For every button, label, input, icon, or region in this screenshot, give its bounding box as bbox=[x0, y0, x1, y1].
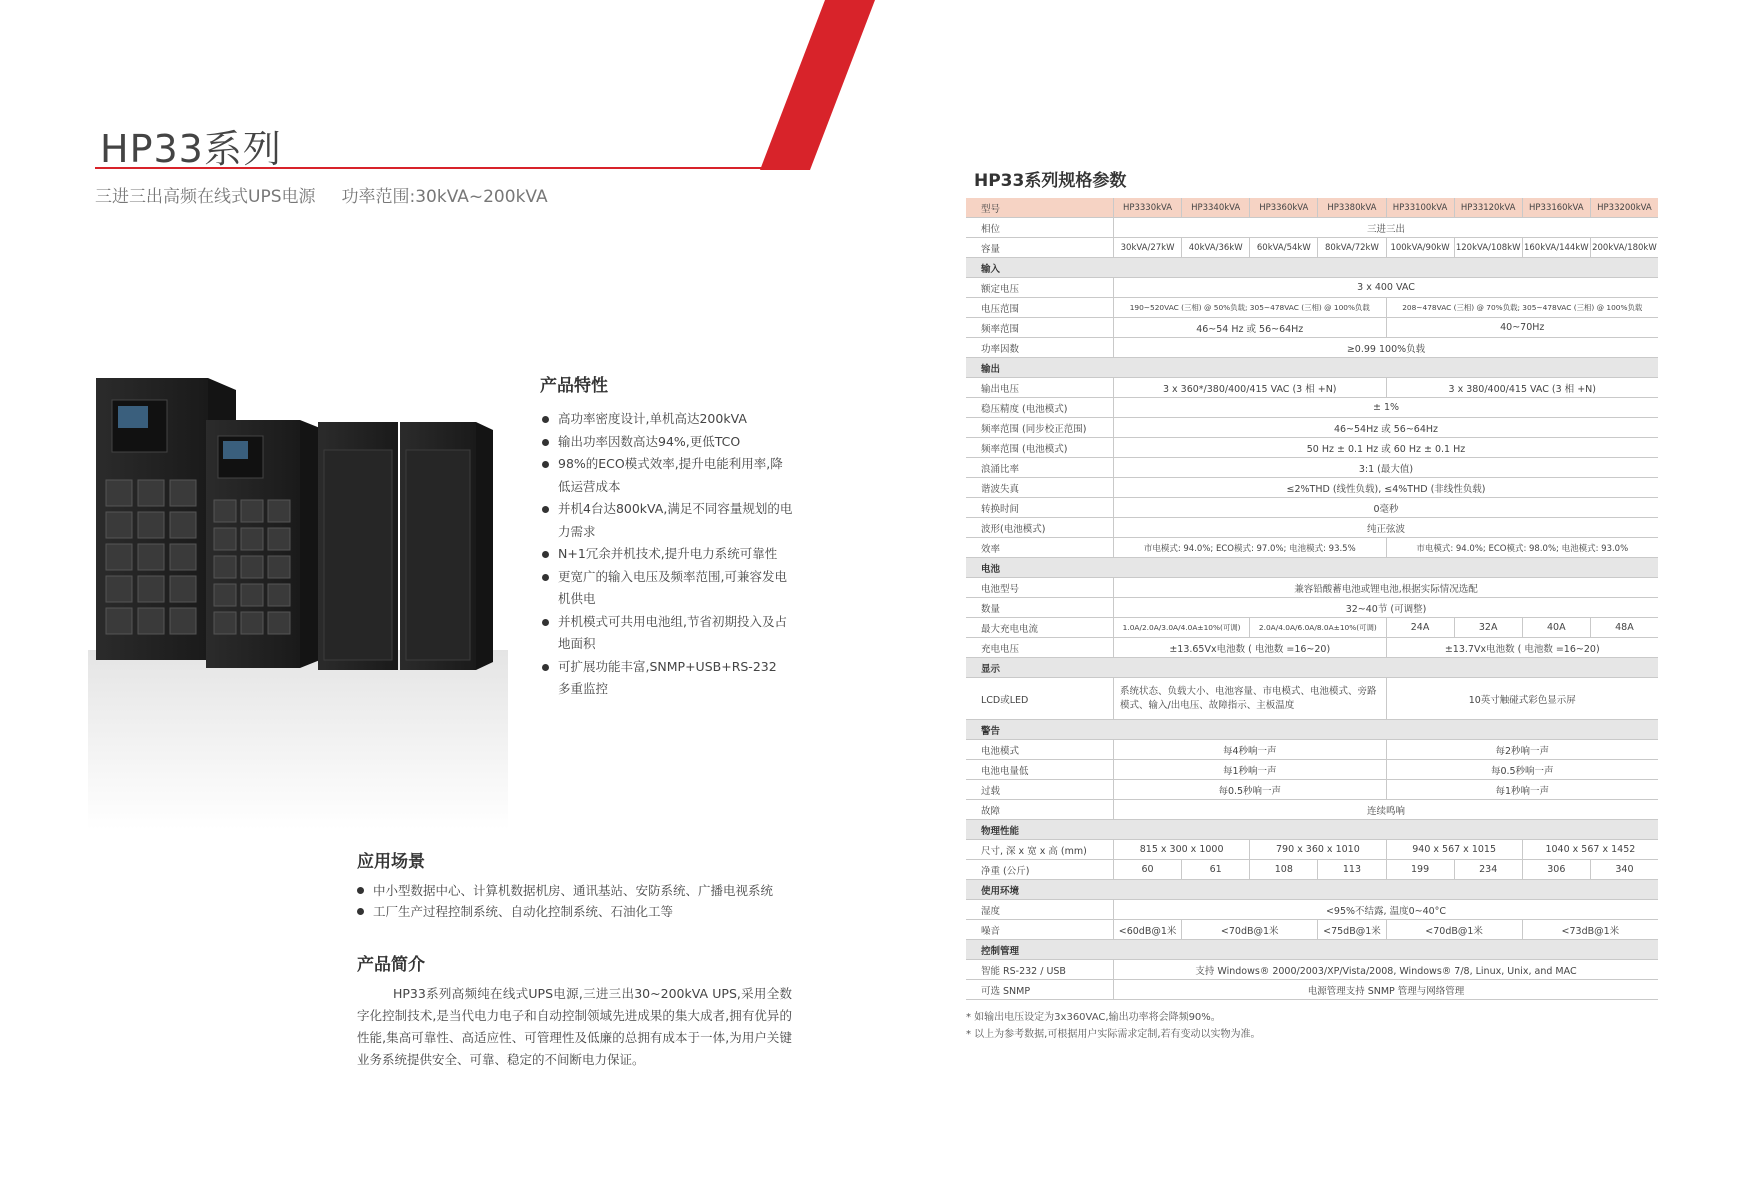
spec-value: 790 x 360 x 1010 bbox=[1249, 840, 1385, 860]
spec-value: 190~520VAC (三相) @ 50%负载; 305~478VAC (三相) @ 100%负载 bbox=[1113, 298, 1386, 318]
spec-value: ≤2%THD (线性负载), ≤4%THD (非线性负载) bbox=[1113, 478, 1658, 498]
spec-value: 每0.5秒响一声 bbox=[1386, 760, 1659, 780]
spec-value: 3 x 380/400/415 VAC (3 相 +N) bbox=[1386, 378, 1659, 398]
spec-value: 系统状态、负载大小、电池容量、市电模式、电池模式、旁路模式、输入/出电压、故障指示、主板温度 bbox=[1113, 678, 1386, 720]
spec-label: 稳压精度 (电池模式) bbox=[966, 398, 1113, 418]
spec-label: 电池电量低 bbox=[966, 760, 1113, 780]
spec-label: 输出电压 bbox=[966, 378, 1113, 398]
model-cell: HP3360kVA bbox=[1249, 198, 1317, 218]
spec-label: 效率 bbox=[966, 538, 1113, 558]
spec-value: 199 bbox=[1386, 860, 1454, 880]
spec-label: LCD或LED bbox=[966, 678, 1113, 720]
model-cell: HP3380kVA bbox=[1317, 198, 1385, 218]
spec-value: 每4秒响一声 bbox=[1113, 740, 1386, 760]
model-cell: HP3340kVA bbox=[1181, 198, 1249, 218]
subtitle-text: 三进三出高频在线式UPS电源 bbox=[95, 187, 316, 207]
feature-item: N+1冗余并机技术,提升电力系统可靠性 bbox=[540, 543, 793, 566]
spec-value: 每1秒响一声 bbox=[1386, 780, 1659, 800]
spec-value: 60 bbox=[1113, 860, 1181, 880]
spec-value: 815 x 300 x 1000 bbox=[1113, 840, 1249, 860]
spec-value: 40kVA/36kW bbox=[1181, 238, 1249, 258]
spec-label: 噪音 bbox=[966, 920, 1113, 940]
slim-ups-cabinet-1 bbox=[318, 422, 398, 670]
spec-value: 2.0A/4.0A/6.0A/8.0A±10%(可调) bbox=[1249, 618, 1385, 638]
spec-value: 32~40节 (可调整) bbox=[1113, 598, 1658, 618]
spec-label: 充电电压 bbox=[966, 638, 1113, 658]
spec-value: 0毫秒 bbox=[1113, 498, 1658, 518]
spec-value: 40~70Hz bbox=[1386, 318, 1659, 338]
footnote: * 以上为参考数据,可根据用户实际需求定制,若有变动以实物为准。 bbox=[966, 1029, 1261, 1040]
spec-value: 40A bbox=[1522, 618, 1590, 638]
spec-value: 108 bbox=[1249, 860, 1317, 880]
spec-section-display: 显示 bbox=[966, 658, 1658, 678]
power-range: 功率范围:30kVA~200kVA bbox=[341, 187, 548, 207]
spec-section-management: 控制管理 bbox=[966, 940, 1658, 960]
spec-value: 三进三出 bbox=[1113, 218, 1658, 238]
spec-value: 113 bbox=[1317, 860, 1385, 880]
feature-item: 可扩展功能丰富,SNMP+USB+RS-232 多重监控 bbox=[540, 656, 793, 701]
spec-value: 每1秒响一声 bbox=[1113, 760, 1386, 780]
spec-label: 净重 (公斤) bbox=[966, 860, 1113, 880]
spec-section-environment: 使用环境 bbox=[966, 880, 1658, 900]
spec-section-input: 输入 bbox=[966, 258, 1658, 278]
spec-value: 3 x 400 VAC bbox=[1113, 278, 1658, 298]
feature-item: 并机4台达800kVA,满足不同容量规划的电力需求 bbox=[540, 498, 793, 543]
spec-value: 电源管理支持 SNMP 管理与网络管理 bbox=[1113, 980, 1658, 1000]
spec-value: 支持 Windows® 2000/2003/XP/Vista/2008, Windows® 7/8, Linux, Unix, and MAC bbox=[1113, 960, 1658, 980]
spec-label: 过载 bbox=[966, 780, 1113, 800]
footnote: * 如输出电压设定为3x360VAC,输出功率将会降频90%。 bbox=[966, 1012, 1221, 1023]
spec-value: <70dB@1米 bbox=[1386, 920, 1522, 940]
spec-value: 市电模式: 94.0%; ECO模式: 98.0%; 电池模式: 93.0% bbox=[1386, 538, 1659, 558]
features-title: 产品特性 bbox=[540, 376, 608, 396]
spec-value: 3 x 360*/380/400/415 VAC (3 相 +N) bbox=[1113, 378, 1386, 398]
spec-value: <60dB@1米 bbox=[1113, 920, 1181, 940]
page-title: HP33系列 bbox=[100, 127, 282, 171]
applications-list bbox=[355, 880, 773, 922]
spec-label: 电压范围 bbox=[966, 298, 1113, 318]
spec-value: 每0.5秒响一声 bbox=[1113, 780, 1386, 800]
spec-value: 1040 x 567 x 1452 bbox=[1522, 840, 1658, 860]
spec-label: 智能 RS-232 / USB bbox=[966, 960, 1113, 980]
application-item: 中小型数据中心、计算机数据机房、通讯基站、安防系统、广播电视系统 bbox=[355, 880, 773, 901]
spec-label: 频率范围 bbox=[966, 318, 1113, 338]
spec-value: 市电模式: 94.0%; ECO模式: 97.0%; 电池模式: 93.5% bbox=[1113, 538, 1386, 558]
feature-item: 输出功率因数高达94%,更低TCO bbox=[540, 431, 793, 454]
spec-value: 3:1 (最大值) bbox=[1113, 458, 1658, 478]
spec-value: <73dB@1米 bbox=[1522, 920, 1658, 940]
model-cell: HP3330kVA bbox=[1113, 198, 1181, 218]
spec-value: 32A bbox=[1454, 618, 1522, 638]
application-item: 工厂生产过程控制系统、自动化控制系统、石油化工等 bbox=[355, 901, 773, 922]
spec-value: <70dB@1米 bbox=[1181, 920, 1317, 940]
spec-label: 型号 bbox=[966, 198, 1113, 218]
spec-value: 兼容铅酸蓄电池或锂电池,根据实际情况选配 bbox=[1113, 578, 1658, 598]
feature-item: 更宽广的输入电压及频率范围,可兼容发电机供电 bbox=[540, 566, 793, 611]
spec-table-title: HP33系列规格参数 bbox=[974, 171, 1127, 191]
spec-section-physical: 物理性能 bbox=[966, 820, 1658, 840]
spec-label: 频率范围 (电池模式) bbox=[966, 438, 1113, 458]
intro-title: 产品简介 bbox=[357, 955, 425, 975]
spec-value: 120kVA/108kW bbox=[1454, 238, 1522, 258]
spec-label: 尺寸, 深 x 宽 x 高 (mm) bbox=[966, 840, 1113, 860]
spec-label: 数量 bbox=[966, 598, 1113, 618]
spec-value: 1.0A/2.0A/3.0A/4.0A±10%(可调) bbox=[1113, 618, 1249, 638]
spec-label: 浪涌比率 bbox=[966, 458, 1113, 478]
spec-value: 80kVA/72kW bbox=[1317, 238, 1385, 258]
spec-label: 容量 bbox=[966, 238, 1113, 258]
spec-label: 转换时间 bbox=[966, 498, 1113, 518]
spec-value: 60kVA/54kW bbox=[1249, 238, 1317, 258]
spec-label: 电池模式 bbox=[966, 740, 1113, 760]
spec-value: 24A bbox=[1386, 618, 1454, 638]
red-accent-slash bbox=[760, 0, 875, 170]
spec-value: 46~54Hz 或 56~64Hz bbox=[1113, 418, 1658, 438]
spec-value: <75dB@1米 bbox=[1317, 920, 1385, 940]
page-subtitle bbox=[95, 182, 548, 207]
spec-value: <95%不结露, 温度0~40°C bbox=[1113, 900, 1658, 920]
spec-table bbox=[966, 198, 1658, 1000]
features-list bbox=[540, 408, 793, 701]
spec-label: 可选 SNMP bbox=[966, 980, 1113, 1000]
spec-label: 额定电压 bbox=[966, 278, 1113, 298]
spec-value: 100kVA/90kW bbox=[1386, 238, 1454, 258]
spec-section-output: 输出 bbox=[966, 358, 1658, 378]
spec-label: 故障 bbox=[966, 800, 1113, 820]
spec-label: 湿度 bbox=[966, 900, 1113, 920]
spec-value: 61 bbox=[1181, 860, 1249, 880]
model-cell: HP33100kVA bbox=[1386, 198, 1454, 218]
spec-value: 340 bbox=[1590, 860, 1658, 880]
spec-value: 每2秒响一声 bbox=[1386, 740, 1659, 760]
applications-title: 应用场景 bbox=[357, 852, 425, 872]
feature-item: 并机模式可共用电池组,节省初期投入及占地面积 bbox=[540, 611, 793, 656]
spec-label: 相位 bbox=[966, 218, 1113, 238]
spec-section-alarm: 警告 bbox=[966, 720, 1658, 740]
spec-value: 46~54 Hz 或 56~64Hz bbox=[1113, 318, 1386, 338]
spec-value: ≥0.99 100%负载 bbox=[1113, 338, 1658, 358]
model-cell: HP33160kVA bbox=[1522, 198, 1590, 218]
spec-value: 30kVA/27kW bbox=[1113, 238, 1181, 258]
model-cell: HP33120kVA bbox=[1454, 198, 1522, 218]
spec-value: 208~478VAC (三相) @ 70%负载; 305~478VAC (三相) @ 100%负载 bbox=[1386, 298, 1659, 318]
spec-value: 10英寸触碰式彩色显示屏 bbox=[1386, 678, 1659, 720]
spec-value: 纯正弦波 bbox=[1113, 518, 1658, 538]
feature-item: 高功率密度设计,单机高达200kVA bbox=[540, 408, 793, 431]
spec-label: 谐波失真 bbox=[966, 478, 1113, 498]
spec-section-battery: 电池 bbox=[966, 558, 1658, 578]
spec-value: ± 1% bbox=[1113, 398, 1658, 418]
spec-label: 波形(电池模式) bbox=[966, 518, 1113, 538]
spec-value: 连续鸣响 bbox=[1113, 800, 1658, 820]
spec-value: 234 bbox=[1454, 860, 1522, 880]
medium-ups-cabinet bbox=[206, 420, 320, 668]
spec-value: 50 Hz ± 0.1 Hz 或 60 Hz ± 0.1 Hz bbox=[1113, 438, 1658, 458]
model-cell: HP33200kVA bbox=[1590, 198, 1658, 218]
spec-label: 最大充电电流 bbox=[966, 618, 1113, 638]
spec-label: 电池型号 bbox=[966, 578, 1113, 598]
spec-value: 940 x 567 x 1015 bbox=[1386, 840, 1522, 860]
intro-text: HP33系列高频纯在线式UPS电源,三进三出30~200kVA UPS,采用全数字化控制技术,是当代电力电子和自动控制领域先进成果的集大成者,拥有优异的性能,集高可靠性、高适应性、可管理性及低廉的总拥有成本于一体,为用户关键业务系统提供安全、可靠、稳定的不间断电力保证。 bbox=[357, 986, 792, 1067]
spec-label: 频率范围 (同步校正范围) bbox=[966, 418, 1113, 438]
spec-label: 功率因数 bbox=[966, 338, 1113, 358]
spec-value: ±13.65Vx电池数 ( 电池数 =16~20) bbox=[1113, 638, 1386, 658]
spec-value: 306 bbox=[1522, 860, 1590, 880]
spec-value: 160kVA/144kW bbox=[1522, 238, 1590, 258]
spec-value: ±13.7Vx电池数 ( 电池数 =16~20) bbox=[1386, 638, 1659, 658]
spec-value: 200kVA/180kW bbox=[1590, 238, 1658, 258]
spec-value: 48A bbox=[1590, 618, 1658, 638]
feature-item: 98%的ECO模式效率,提升电能利用率,降低运营成本 bbox=[540, 453, 793, 498]
ups-product-image bbox=[88, 370, 508, 830]
slim-ups-cabinet-2 bbox=[400, 422, 493, 670]
